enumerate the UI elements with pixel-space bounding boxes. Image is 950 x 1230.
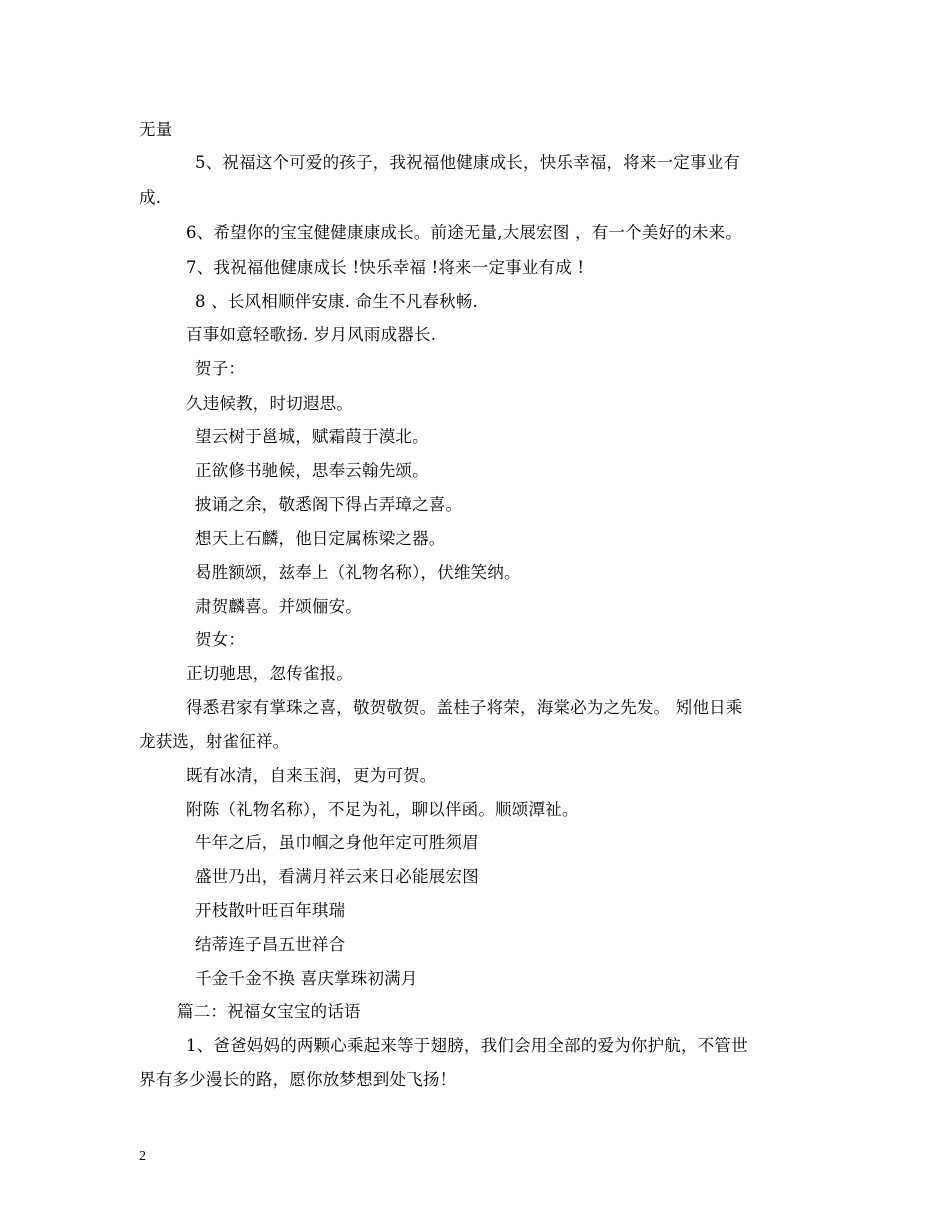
text-line-2: 5、祝福这个可爱的孩子，我祝福他健康成长，快乐幸福，将来一定事业有 bbox=[195, 153, 741, 172]
text-line-26: 千金千金不换 喜庆掌珠初满月 bbox=[195, 969, 418, 988]
text-line-9: 久违候教，时切遐思。 bbox=[186, 394, 353, 413]
text-line-12: 披诵之余，敬悉阁下得占弄璋之喜。 bbox=[195, 495, 463, 514]
text-line-14: 曷胜额颂，兹奉上（礼物名称），伏维笑纳。 bbox=[195, 563, 521, 582]
text-line-16: 贺女： bbox=[195, 630, 246, 649]
text-line-25: 结蒂连子昌五世祥合 bbox=[195, 935, 346, 954]
text-line-10: 望云树于邕城，赋霜葭于漠北。 bbox=[195, 427, 429, 446]
text-line-11: 正欲修书驰候，思奉云翰先颂。 bbox=[195, 461, 429, 480]
text-line-19: 龙获选，射雀征祥。 bbox=[139, 732, 290, 751]
section-heading: 篇二：祝福女宝宝的话语 bbox=[177, 1002, 361, 1021]
text-line-23: 盛世乃出，看满月祥云来日必能展宏图 bbox=[195, 867, 479, 886]
text-line-21: 附陈（礼物名称），不足为礼，聊以伴函。顺颂潭祉。 bbox=[186, 800, 579, 819]
text-line-22: 牛年之后，虽巾帼之身他年定可胜须眉 bbox=[195, 833, 479, 852]
text-line-17: 正切驰思，忽传雀报。 bbox=[186, 664, 353, 683]
text-line-4: 6、希望你的宝宝健健康康成长。前途无量,大展宏图 ，有一个美好的未来。 bbox=[186, 223, 742, 242]
text-line-24: 开枝散叶旺百年琪瑞 bbox=[195, 901, 346, 920]
text-line-3: 成. bbox=[139, 188, 162, 207]
text-line-13: 想天上石麟，他日定属栋梁之器。 bbox=[195, 529, 446, 548]
text-line-7: 百事如意轻歌扬. 岁月风雨成器长. bbox=[186, 325, 437, 344]
text-line-6: 8 、长风相顺伴安康. 命生不凡春秋畅. bbox=[195, 292, 478, 311]
page-number: 2 bbox=[139, 1149, 146, 1164]
text-line-8: 贺子： bbox=[195, 359, 246, 378]
text-line-5: 7、我祝福他健康成长 !快乐幸福 !将来一定事业有成 ! bbox=[186, 258, 585, 277]
text-line-18: 得悉君家有掌珠之喜，敬贺敬贺。盖桂子将荣，海棠必为之先发。 矧他日乘 bbox=[186, 698, 743, 717]
text-line-29: 界有多少漫长的路，愿你放梦想到处飞扬！ bbox=[139, 1070, 457, 1089]
text-line-28: 1、爸爸妈妈的两颗心乘起来等于翅膀，我们会用全部的爱为你护航，不管世 bbox=[186, 1036, 748, 1055]
text-line-1: 无量 bbox=[139, 120, 173, 139]
text-line-15: 肃贺麟喜。并颂俪安。 bbox=[195, 597, 362, 616]
text-line-20: 既有冰清，自来玉润，更为可贺。 bbox=[186, 766, 437, 785]
